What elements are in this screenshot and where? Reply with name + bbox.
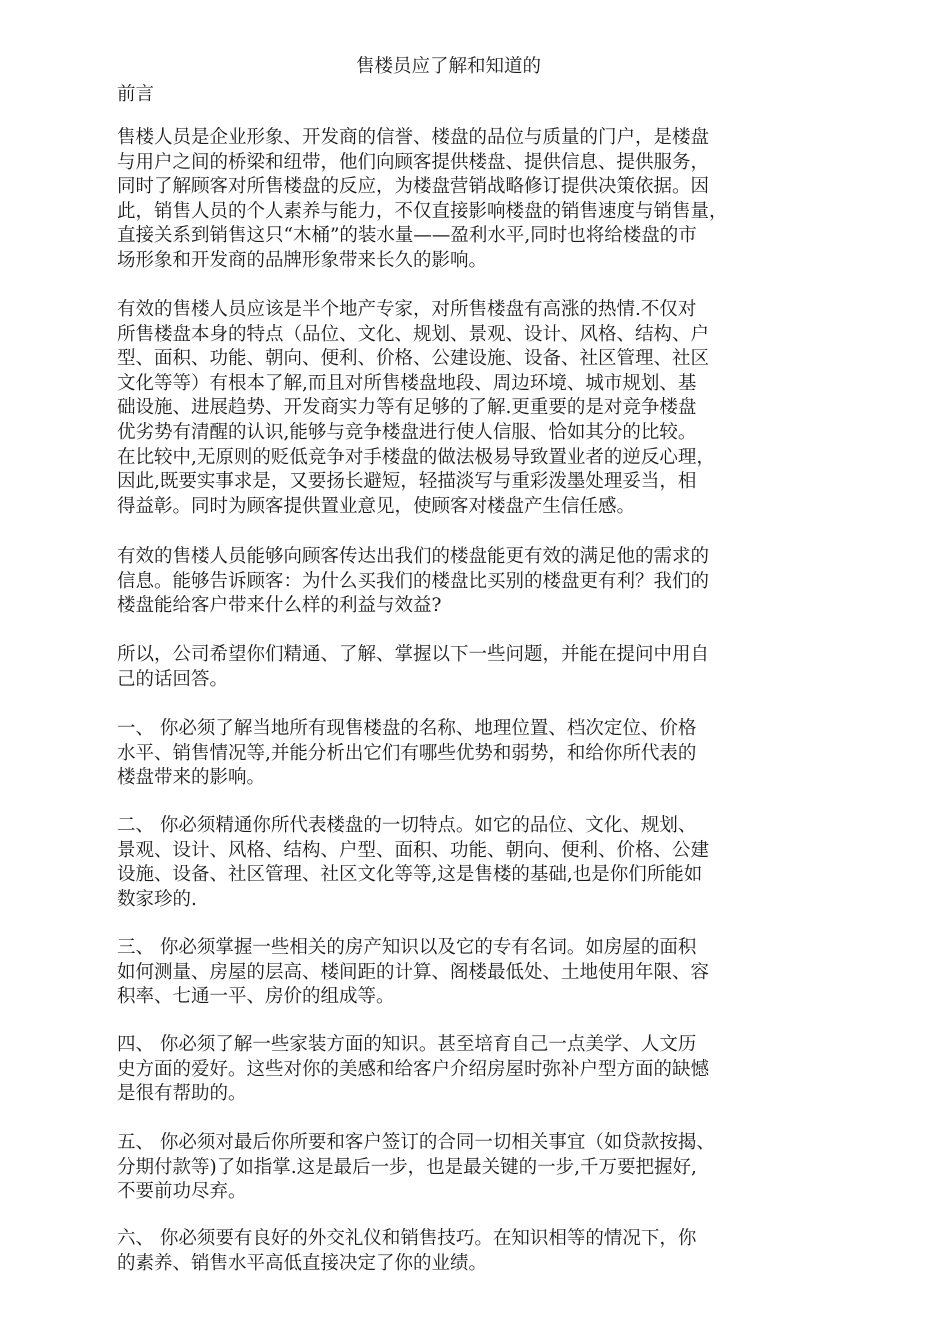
paragraph-line: 史方面的爱好。这些对你的美感和给客户介绍房屋时弥补户型方面的缺憾 bbox=[117, 1058, 710, 1080]
paragraph-line: 分期付款等)了如指掌.这是最后一步，也是最关键的一步,千万要把握好, bbox=[117, 1156, 697, 1178]
paragraph-line: 楼盘带来的影响。 bbox=[117, 767, 266, 789]
paragraph-line: 此，销售人员的个人素养与能力，不仅直接影响楼盘的销售速度与销售量， bbox=[117, 200, 728, 222]
paragraph-item-6 bbox=[117, 1227, 817, 1276]
paragraph-line: 数家珍的. bbox=[117, 888, 197, 910]
paragraph-line: 六、 你必须要有良好的外交礼仪和销售技巧。在知识相等的情况下，你 bbox=[117, 1228, 697, 1249]
paragraph-line: 直接关系到销售这只“木桶”的装水量——盈利水平,同时也将给楼盘的市 bbox=[117, 225, 697, 247]
paragraph-effective-staff bbox=[117, 298, 817, 519]
paragraph-line: 积率、七通一平、房价的组成等。 bbox=[117, 986, 395, 1008]
paragraph-line: 因此,既要实事求是，又要扬长避短，轻描淡写与重彩泼墨处理妥当，相 bbox=[117, 471, 697, 493]
paragraph-line: 所售楼盘本身的特点（品位、文化、规划、景观、设计、风格、结构、户 bbox=[117, 323, 710, 345]
paragraph-line: 信息。能够告诉顾客：为什么买我们的楼盘比买别的楼盘更有利？我们的 bbox=[117, 570, 710, 592]
paragraph-line: 有效的售楼人员应该是半个地产专家，对所售楼盘有高涨的热情.不仅对 bbox=[117, 299, 697, 320]
paragraph-line: 得益彰。同时为顾客提供置业意见，使顾客对楼盘产生信任感。 bbox=[117, 495, 636, 517]
paragraph-item-4 bbox=[117, 1033, 817, 1107]
paragraph-line: 的素养、销售水平高低直接决定了你的业绩。 bbox=[117, 1252, 488, 1274]
paragraph-line: 售楼人员是企业形象、开发商的信誉、楼盘的品位与质量的门户，是楼盘 bbox=[117, 127, 710, 148]
paragraph-line: 水平、销售情况等,并能分析出它们有哪些优势和弱势，和给你所代表的 bbox=[117, 742, 697, 764]
paragraph-line: 础设施、进展趋势、开发商实力等有足够的了解.更重要的是对竞争楼盘 bbox=[117, 397, 697, 419]
paragraph-line: 四、 你必须了解一些家装方面的知识。甚至培育自己一点美学、人文历 bbox=[117, 1034, 697, 1055]
paragraph-line: 景观、设计、风格、结构、户型、面积、功能、朝向、便利、价格、公建 bbox=[117, 839, 710, 861]
paragraph-line: 与用户之间的桥梁和纽带，他们向顾客提供楼盘、提供信息、提供服务， bbox=[117, 151, 710, 173]
paragraph-line: 场形象和开发商的品牌形象带来长久的影响。 bbox=[117, 249, 488, 271]
paragraph-line: 如何测量、房屋的层高、楼间距的计算、阁楼最低处、土地使用年限、容 bbox=[117, 961, 710, 983]
paragraph-line: 楼盘能给客户带来什么样的利益与效益? bbox=[117, 595, 442, 617]
paragraph-item-1 bbox=[117, 717, 817, 791]
paragraph-line: 三、 你必须掌握一些相关的房产知识以及它的专有名词。如房屋的面积 bbox=[117, 937, 697, 958]
paragraph-line: 一、 你必须了解当地所有现售楼盘的名称、地理位置、档次定位、价格 bbox=[117, 718, 697, 739]
paragraph-line: 己的话回答。 bbox=[117, 668, 229, 690]
paragraph-line: 优劣势有清醒的认识,能够与竞争楼盘进行使人信服、恰如其分的比较。 bbox=[117, 421, 697, 443]
paragraph-line: 二、 你必须精通你所代表楼盘的一切特点。如它的品位、文化、规划、 bbox=[117, 815, 697, 836]
paragraph-convey-info bbox=[117, 545, 817, 619]
paragraph-line: 不要前功尽弃。 bbox=[117, 1181, 247, 1203]
paragraph-line: 是很有帮助的。 bbox=[117, 1083, 247, 1105]
paragraph-line: 设施、设备、社区管理、社区文化等等,这是售楼的基础,也是你们所能如 bbox=[117, 864, 703, 886]
paragraph-line: 型、面积、功能、朝向、便利、价格、公建设施、设备、社区管理、社区 bbox=[117, 348, 710, 370]
document-title: 售楼员应了解和知道的 bbox=[356, 56, 542, 77]
paragraph-line: 五、 你必须对最后你所要和客户签订的合同一切相关事宜（如贷款按揭、 bbox=[117, 1132, 715, 1153]
paragraph-line: 所以，公司希望你们精通、了解、掌握以下一些问题，并能在提问中用自 bbox=[117, 644, 710, 665]
paragraph-line: 有效的售楼人员能够向顾客传达出我们的楼盘能更有效的满足他的需求的 bbox=[117, 546, 710, 567]
paragraph-item-2 bbox=[117, 814, 817, 912]
paragraph-item-3 bbox=[117, 936, 817, 1010]
paragraph-company-hope bbox=[117, 643, 817, 692]
paragraph-line: 同时了解顾客对所售楼盘的反应，为楼盘营销战略修订提供决策依据。因 bbox=[117, 176, 710, 198]
paragraph-item-5 bbox=[117, 1131, 817, 1205]
paragraph-line: 文化等等）有根本了解,而且对所售楼盘地段、周边环境、城市规划、基 bbox=[117, 372, 697, 394]
preface-heading: 前言 bbox=[117, 84, 155, 105]
paragraph-line: 在比较中,无原则的贬低竞争对手楼盘的做法极易导致置业者的逆反心理， bbox=[117, 446, 715, 468]
paragraph-intro bbox=[117, 126, 817, 274]
